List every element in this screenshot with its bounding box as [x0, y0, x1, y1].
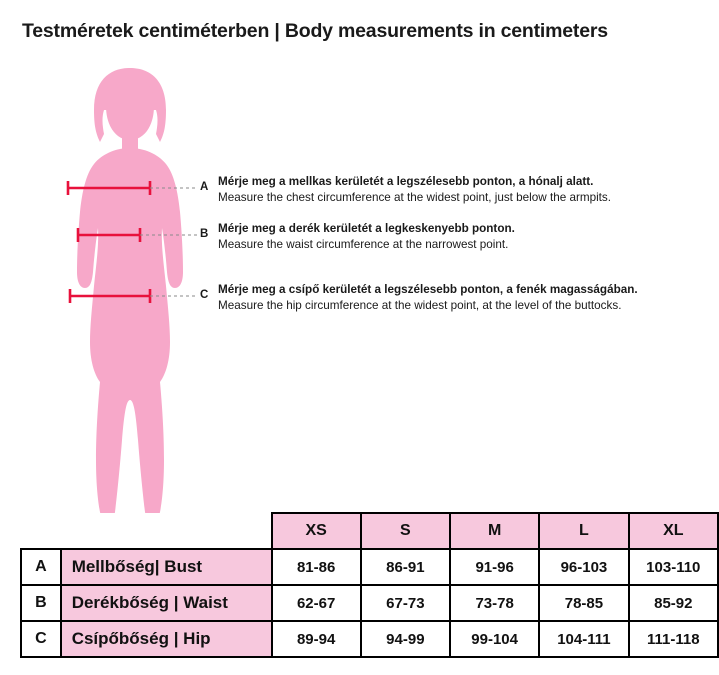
row-a-m: 91-96: [450, 549, 539, 585]
col-header-xl: XL: [629, 513, 718, 549]
row-b-xs: 62-67: [272, 585, 361, 621]
row-c-xl: 111-118: [629, 621, 718, 657]
callout-c-text-hu: Mérje meg a csípő kerületét a legszélesebb ponton, a fenék magasságában.: [218, 283, 638, 296]
table-row: [21, 585, 718, 621]
row-c-letter: C: [21, 621, 61, 657]
row-a-s: 86-91: [361, 549, 450, 585]
table-row: [21, 549, 718, 585]
row-b-xl: 85-92: [629, 585, 718, 621]
callout-c: [200, 283, 700, 330]
callout-b-letter: B: [200, 228, 209, 240]
row-a-xl: 103-110: [629, 549, 718, 585]
row-c-xs: 89-94: [272, 621, 361, 657]
callout-a-text-hu: Mérje meg a mellkas kerületét a legszélesebb ponton, a hónalj alatt.: [218, 175, 594, 188]
callout-a: [200, 175, 700, 222]
row-c-s: 94-99: [361, 621, 450, 657]
female-silhouette-illustration: [40, 60, 220, 530]
table-corner-label: [61, 513, 272, 549]
table-header-row: [21, 513, 718, 549]
callout-a-letter: A: [200, 181, 209, 193]
table-corner-letter: [21, 513, 61, 549]
col-header-xs: XS: [272, 513, 361, 549]
callout-a-text-en: Measure the chest circumference at the widest point, just below the armpits.: [218, 190, 612, 204]
row-c-label: Csípőbőség | Hip: [61, 621, 272, 657]
col-header-l: L: [539, 513, 628, 549]
row-c-m: 99-104: [450, 621, 539, 657]
row-c-l: 104-111: [539, 621, 628, 657]
row-a-l: 96-103: [539, 549, 628, 585]
callout-c-letter: C: [200, 289, 209, 301]
size-table: [20, 512, 719, 658]
row-b-letter: B: [21, 585, 61, 621]
col-header-s: S: [361, 513, 450, 549]
page-title: Testméretek centiméterben | Body measurements in centimeters: [22, 20, 608, 42]
row-b-s: 67-73: [361, 585, 450, 621]
table-row: [21, 621, 718, 657]
row-a-xs: 81-86: [272, 549, 361, 585]
row-b-l: 78-85: [539, 585, 628, 621]
callout-b-text-en: Measure the waist circumference at the narrowest point.: [218, 237, 509, 251]
row-b-m: 73-78: [450, 585, 539, 621]
callout-b-text-hu: Mérje meg a derék kerületét a legkeskenyebb ponton.: [218, 222, 515, 235]
row-a-letter: A: [21, 549, 61, 585]
row-b-label: Derékbőség | Waist: [61, 585, 272, 621]
col-header-m: M: [450, 513, 539, 549]
callout-b: [200, 222, 700, 269]
callout-c-text-en: Measure the hip circumference at the widest point, at the level of the buttocks.: [218, 298, 622, 312]
row-a-label: Mellbőség| Bust: [61, 549, 272, 585]
